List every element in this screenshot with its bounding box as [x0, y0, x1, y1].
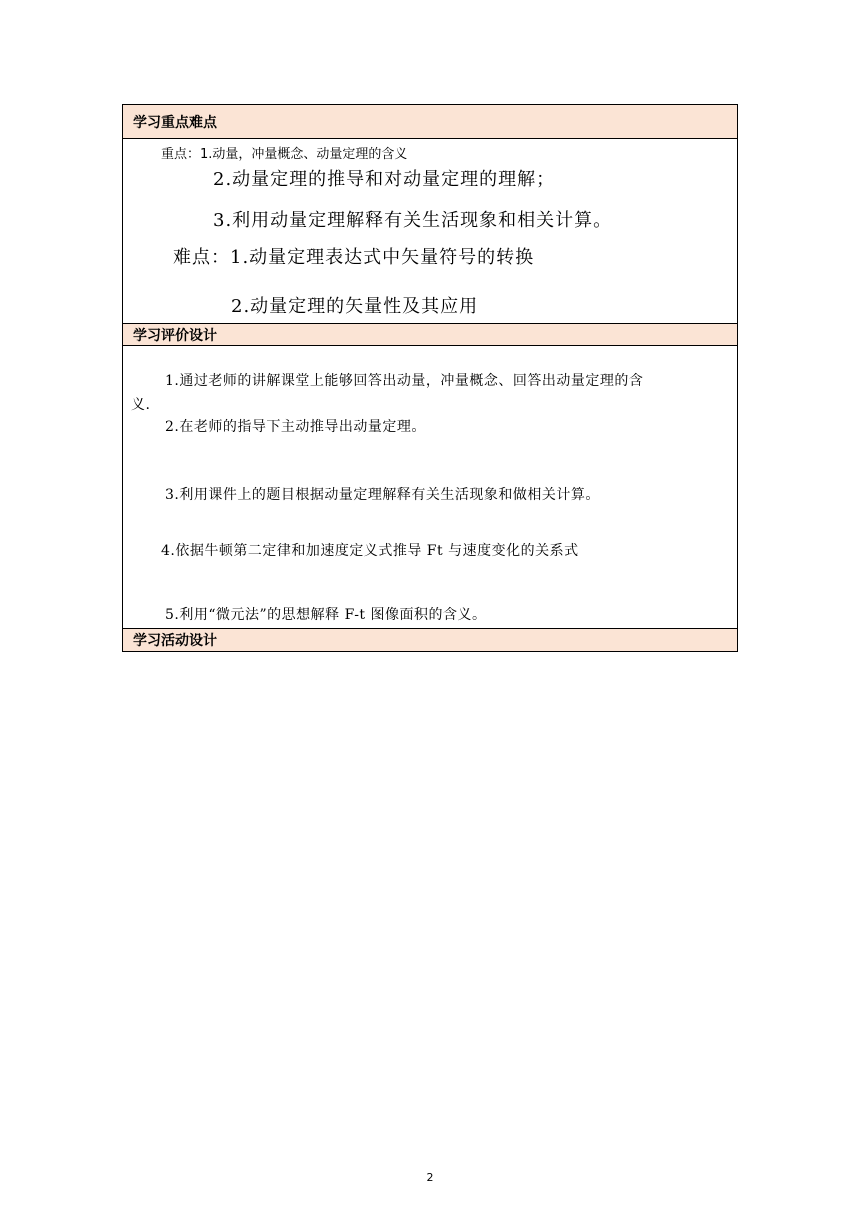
- evaluation-content: [123, 346, 737, 628]
- page-number: 2: [426, 1171, 434, 1184]
- evaluation-item: 义.: [131, 397, 151, 413]
- key-point-line: 3.利用动量定理解释有关生活现象和相关计算。: [213, 210, 613, 231]
- difficulty-line: 2.动量定理的矢量性及其应用: [231, 296, 479, 317]
- section-title: 学习活动设计: [133, 633, 217, 649]
- section-title: 学习评价设计: [133, 327, 217, 344]
- evaluation-item: 4.依据牛顿第二定律和加速度定义式推导 Ft 与速度变化的关系式: [161, 543, 579, 559]
- evaluation-item: 5.利用“微元法”的思想解释 F-t 图像面积的含义。: [165, 607, 487, 623]
- key-points-content: [123, 139, 737, 323]
- section-header-activity: [123, 628, 737, 651]
- difficulty-line: 难点：1.动量定理表达式中矢量符号的转换: [173, 247, 535, 268]
- section-header-evaluation: [123, 323, 737, 346]
- lesson-table: [122, 104, 738, 652]
- evaluation-item: 1.通过老师的讲解课堂上能够回答出动量，冲量概念、回答出动量定理的含: [165, 373, 644, 389]
- evaluation-item: 3.利用课件上的题目根据动量定理解释有关生活现象和做相关计算。: [165, 487, 600, 503]
- key-point-line: 2.动量定理的推导和对动量定理的理解；: [213, 169, 556, 190]
- key-point-line: 重点：1.动量，冲量概念、动量定理的含义: [161, 147, 408, 162]
- section-header-key-points: [123, 105, 737, 139]
- section-title: 学习重点难点: [133, 114, 217, 131]
- evaluation-item: 2.在老师的指导下主动推导出动量定理。: [165, 419, 426, 435]
